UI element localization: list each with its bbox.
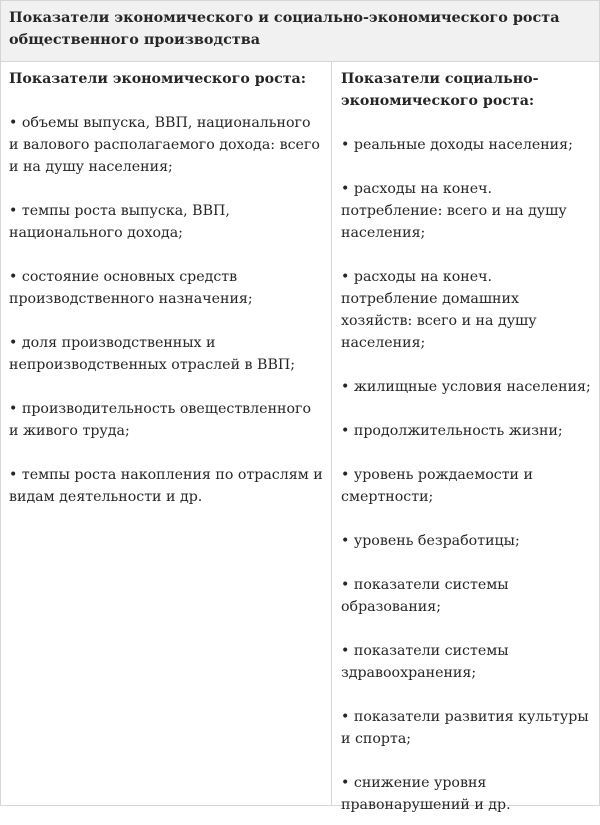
table-body [1,62,599,813]
list-item: • доля производственных и непроизводственных отраслей в ВВП; [9,335,296,373]
list-item: • производительность овеществленного и живого труда; [9,401,312,439]
list-item: • реальные доходы населения; [341,137,573,153]
list-item: • объемы выпуска, ВВП, национального и валового располагаемого дохода: всего и на душу населения; [9,115,320,175]
economic-growth-column [1,62,332,805]
economic-growth-title: Показатели экономического роста: [9,71,306,87]
socio-economic-growth-title: Показатели социально-экономического роста: [341,71,539,109]
list-item: • темпы роста выпуска, ВВП, национального дохода; [9,203,230,241]
list-item: • снижение уровня правонарушений и др. [341,775,511,813]
list-item: • расходы на конеч. потребление: всего и на душу населения; [341,181,567,241]
list-item: • жилищные условия населения; [341,379,591,395]
list-item: • показатели системы образования; [341,577,509,615]
list-item: • расходы на конеч. потребление домашних хозяйств: всего и на душу населения; [341,269,537,351]
list-item: • уровень безработицы; [341,533,520,549]
socio-economic-growth-column [332,62,599,813]
list-item: • уровень рождаемости и смертности; [341,467,533,505]
table-header: Показатели экономического и социально-экономического роста общественного производства [1,1,599,62]
list-item: • темпы роста накопления по отраслям и видам деятельности и др. [9,467,323,505]
list-item: • показатели системы здравоохранения; [341,643,509,681]
list-item: • продолжительность жизни; [341,423,563,439]
list-item: • состояние основных средств производственного назначения; [9,269,253,307]
list-item: • показатели развития культуры и спорта; [341,709,589,747]
